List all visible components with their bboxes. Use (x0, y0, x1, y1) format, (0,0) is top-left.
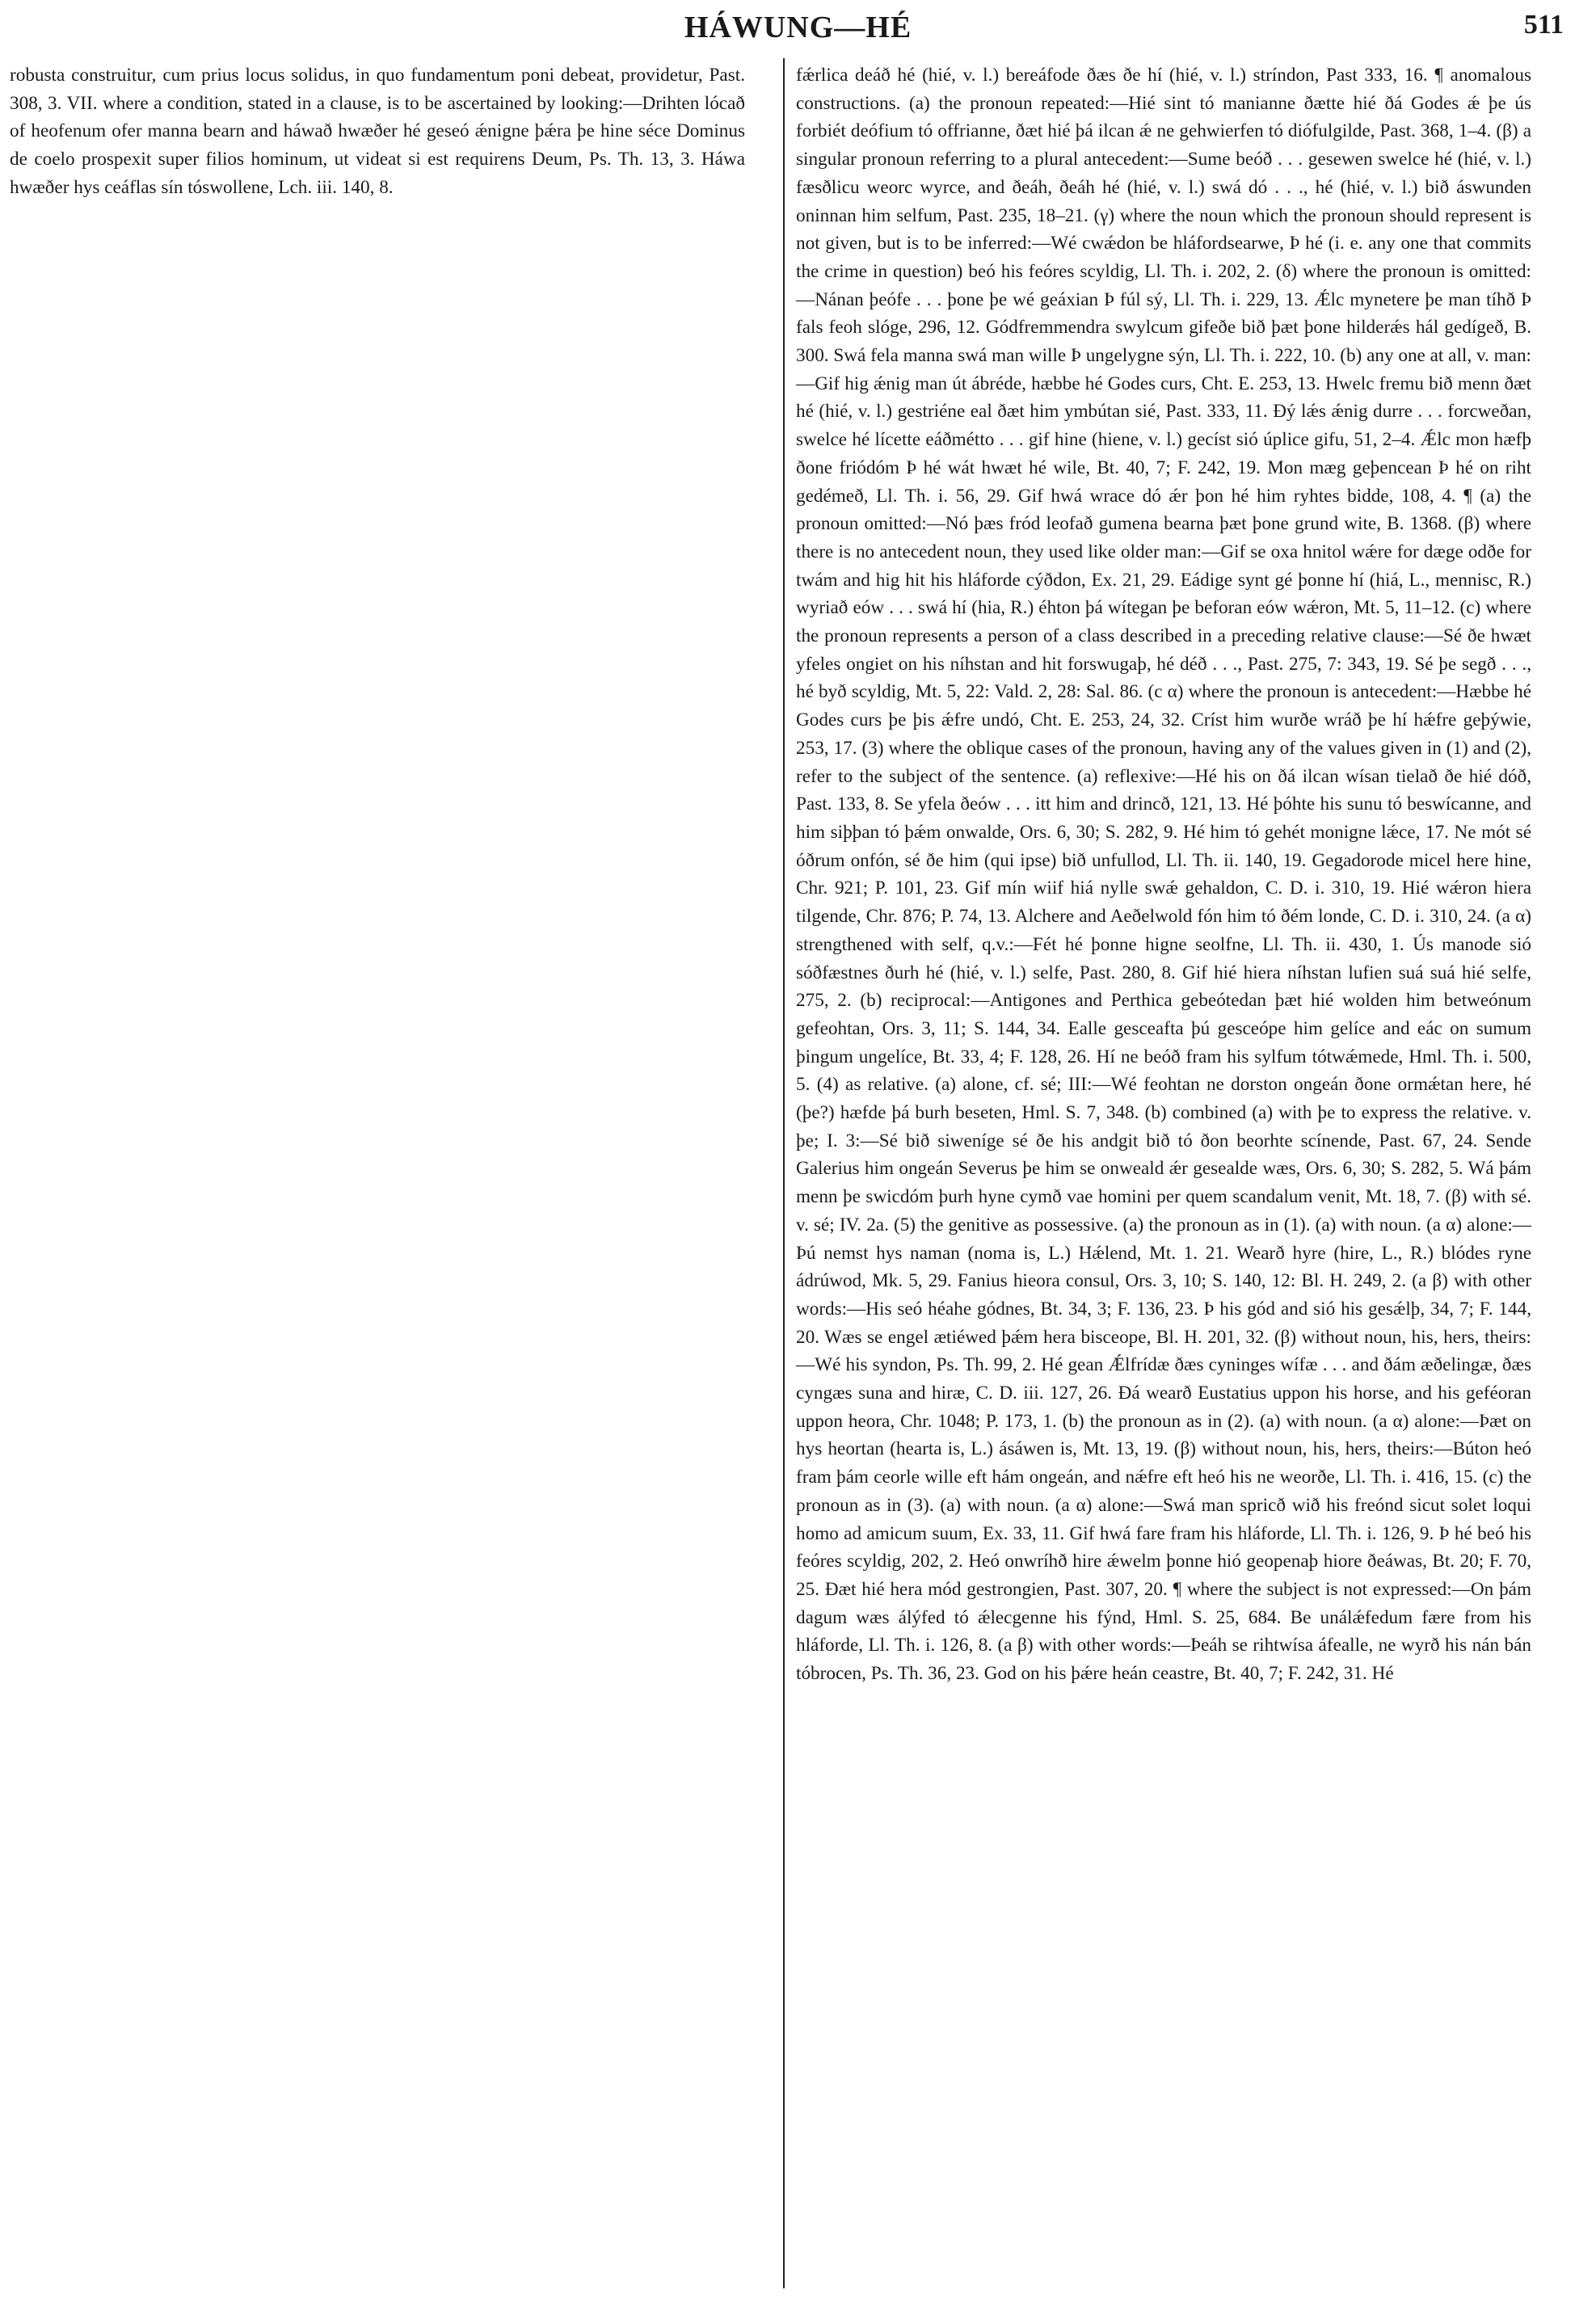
column-divider (783, 58, 785, 2288)
running-headword: HÁWUNG—HÉ (684, 11, 912, 44)
page-number: 511 (1523, 10, 1564, 40)
right-column (796, 61, 1531, 1688)
left-column-text: robusta construitur, cum prius locus solidus, in quo fundamentum poni debeat, providetur, Past. 308, 3. VII. where a condition, stated in a clause, is to be ascertained by looking:—Drihten lócað of heofenum ofer manna bearn and háwað hwæðer hé geseó ǽnigne þǽra þe hine séce Dominus de coelo prospexit super filios hominum, ut videat si est requirens Deum, Ps. Th. 13, 3. Háwa hwæðer hys ceáflas sín tóswollene, Lch. iii. 140, 8. (10, 65, 745, 198)
running-header (0, 0, 1596, 65)
left-column (10, 61, 745, 202)
right-column-text: fǽrlica deáð hé (hié, v. l.) bereáfode ðæs ðe hí (hié, v. l.) stríndon, Past 333, 16. ¶ anomalous constructions. (a) the pronoun repeated:—Hié sint tó manianne ðætte hié ðá Godes ǽ þe ús forbiét deófium tó offrianne, ðæt hié þá ilcan ǽ ne gehwierfen tó diófulgilde, Past. 368, 1–4. (β) a singular pronoun referring to a plural antecedent:—Sume beóð . . . gesewen swelce hé (hié, v. l.) fæsðlicu weorc wyrce, and ðeáh, ðeáh hé (hié, v. l.) swá dó . . ., hé (hié, v. l.) bið áswunden oninnan him selfum, Past. 235, 18–21. (γ) where the noun which the pronoun should represent is not given, but is to be inferred:—Wé cwǽdon be hláfordsearwe, Þ hé (i. e. any one that commits the crime in question) beó his feóres scyldig, Ll. Th. i. 202, 2. (δ) where the pronoun is omitted:—Nánan þeófe . . . þone þe wé geáxian Þ fúl sý, Ll. Th. i. 229, 13. Ǽlc mynetere þe man tíhð Þ fals feoh slóge, 296, 12. Gódfremmendra swylcum gifeðe bið þæt þone hilderǽs hál gedígeð, B. 300. Swá fela manna swá man wille Þ ungelygne sýn, Ll. Th. i. 222, 10. (b) any one at all, v. man:—Gif hig ǽnig man út ábréde, hæbbe hé Godes curs, Cht. E. 253, 13. Hwelc fremu bið menn ðæt hé (hié, v. l.) gestriéne eal ðæt him ymbútan sié, Past. 333, 11. Ðý lǽs ǽnig durre . . . forcweðan, swelce hé lícette eáðmétto . . . gif hine (hiene, v. l.) gecíst sió úplice gifu, 51, 2–4. Ǽlc mon hæfþ ðone friódóm Þ hé wát hwæt hé wile, Bt. 40, 7; F. 242, 19. Mon mæg geþencean Þ hé on riht gedémeð, Ll. Th. i. 56, 29. Gif hwá wrace dó ǽr þon hé him ryhtes bidde, 108, 4. ¶ (a) the pronoun omitted:—Nó þæs fród leofað gumena bearna þæt þone grund wite, B. 1368. (β) where there is no antecedent noun, they used like older man:—Gif se oxa hnitol wǽre for dæge odðe for twám and hig hit his hláforde cýðdon, Ex. 21, 29. Eádige synt gé þonne hí (hiá, L., mennisc, R.) wyriað eów . . . swá hí (hia, R.) éhton þá wítegan þe beforan eów wǽron, Mt. 5, 11–12. (c) where the pronoun represents a person of a class described in a preceding relative clause:—Sé ðe hwæt yfeles ongiet on his níhstan and hit forswugaþ, hé déð . . ., Past. 275, 7: 343, 19. Sé þe segð . . ., hé byð scyldig, Mt. 5, 22: Vald. 2, 28: Sal. 86. (c α) where the pronoun is antecedent:—Hæbbe hé Godes curs þe þis ǽfre undó, Cht. E. 253, 24, 32. Críst him wurðe wráð þe hí hǽfre geþýwie, 253, 17. (3) where the oblique cases of the pronoun, having any of the values given in (1) and (2), refer to the subject of the sentence. (a) reflexive:—Hé his on ðá ilcan wísan tielað ðe hié dóð, Past. 133, 8. Se yfela ðeów . . . itt him and drincð, 121, 13. Hé þóhte his sunu tó beswícanne, and him siþþan tó þǽm onwalde, Ors. 6, 30; S. 282, 9. Hé him tó gehét monigne lǽce, 17. Ne mót sé óðrum onfón, sé ðe him (qui ipse) bið unfullod, Ll. Th. ii. 140, 19. Gegadorode micel here hine, Chr. 921; P. 101, 23. Gif mín wiif hiá nylle swǽ gehaldon, C. D. i. 310, 19. Hié wǽron hiera tilgende, Chr. 876; P. 74, 13. Alchere and Aeðelwold fón him tó ðém londe, C. D. i. 310, 24. (a α) strengthened with self, q.v.:—Fét hé þonne higne seolfne, Ll. Th. ii. 430, 1. Ús manode sió sóðfæstnes ðurh hé (hié, v. l.) selfe, Past. 280, 8. Gif hié hiera níhstan lufien suá suá hié selfe, 275, 2. (b) reciprocal:—Antigones and Perthica gebeótedan þæt hié wolden him betweónum gefeohtan, Ors. 3, 11; S. 144, 34. Ealle gesceafta þú gesceópe him gelíce and eác on sumum þingum ungelíce, Bt. 33, 4; F. 128, 26. Hí ne beóð fram his sylfum tótwǽmede, Hml. Th. i. 500, 5. (4) as relative. (a) alone, cf. sé; III:—Wé feohtan ne dorston ongeán ðone ormǽtan here, hé (þe?) hæfde þá burh beseten, Hml. S. 7, 348. (b) combined (a) with þe to express the relative. v. þe; I. 3:—Sé bið siwenígе sé ðe his andgit bið tó ðon beorhte scínende, Past. 67, 24. Sende Galerius him ongeán Severus þe him se onweald ǽr gesealde wæs, Ors. 6, 30; S. 282, 5. Wá þám menn þe swicdóm þurh hyne cymð vae homini per quem scandalum venit, Mt. 18, 7. (β) with sé. v. sé; IV. 2a. (5) the genitive as possessive. (a) the pronoun as in (1). (a) with noun. (a α) alone:—Þú nemst hys naman (noma is, L.) Hǽlend, Mt. 1. 21. Wearð hyre (hire, L., R.) blódes ryne ádrúwod, Mk. 5, 29. Fanius hieora consul, Ors. 3, 10; S. 140, 12: Bl. H. 249, 2. (a β) with other words:—His seó héahe gódnes, Bt. 34, 3; F. 136, 23. Þ his gód and sió his gesǽlþ, 34, 7; F. 144, 20. Wæs se engel ætiéwed þǽm hera bisceope, Bl. H. 201, 32. (β) without noun, his, hers, theirs:—Wé his syndon, Ps. Th. 99, 2. Hé gean Ǽlfrídæ ðæs cyninges wífæ . . . and ðám æðelingæ, ðæs cyngæs suna and hiræ, C. D. iii. 127, 26. Ðá wearð Eustatius uppon his horse, and his geféoran uppon heora, Chr. 1048; P. 173, 1. (b) the pronoun as in (2). (a) with noun. (a α) alone:—Þæt on hys heortan (hearta is, L.) ásáwen is, Mt. 13, 19. (β) without noun, his, hers, theirs:—Búton heó fram þám ceorle wille eft hám ongeán, and nǽfre eft heó his ne weorðe, Ll. Th. i. 416, 15. (c) the pronoun as in (3). (a) with noun. (a α) alone:—Swá man spricð wið his freónd sicut solet loqui homo ad amicum suum, Ex. 33, 11. Gif hwá fare fram his hláforde, Ll. Th. i. 126, 9. Þ hé beó his feóres scyldig, 202, 2. Heó onwríhð hire ǽwelm þonne hió geopenaþ hiore ðeáwas, Bt. 20; F. 70, 25. Ðæt hié hera mód gestrongien, Past. 307, 20. ¶ where the subject is not expressed:—On þám dagum wæs álýfed tó ǽlecgenne his fýnd, Hml. S. 25, 684. Be unálǽfedum fære from his hláforde, Ll. Th. i. 126, 8. (a β) with other words:—Þeáh se rihtwísa áfealle, ne wyrð his nán bán tóbrocen, Ps. Th. 36, 23. God on his þǽre heán ceastre, Bt. 40, 7; F. 242, 31. Hé (796, 65, 1531, 1685)
